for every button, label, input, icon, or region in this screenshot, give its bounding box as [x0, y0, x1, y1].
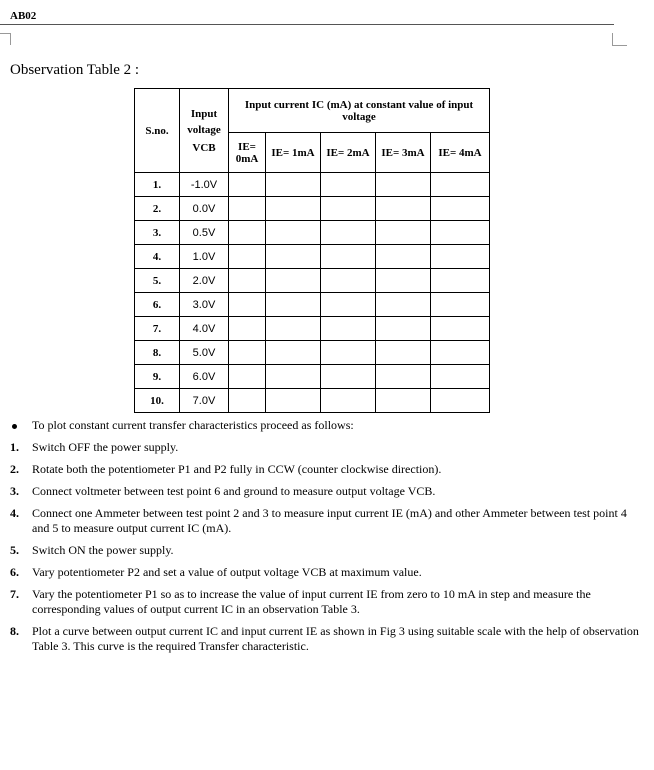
instruction-step	[0, 506, 640, 536]
empty-current-cell[interactable]	[321, 221, 376, 245]
table-row	[135, 173, 490, 197]
empty-current-cell[interactable]	[229, 245, 266, 269]
row-sno: 1.	[135, 173, 180, 197]
empty-current-cell[interactable]	[321, 293, 376, 317]
empty-current-cell[interactable]	[321, 269, 376, 293]
instruction-step	[0, 543, 640, 558]
empty-current-cell[interactable]	[431, 365, 490, 389]
sub-header-ie-2: IE= 2mA	[321, 133, 376, 173]
step-text: Switch ON the power supply.	[32, 543, 174, 557]
document-code: AB02	[10, 10, 37, 22]
empty-current-cell[interactable]	[229, 365, 266, 389]
crop-mark-left-v	[10, 33, 11, 45]
empty-current-cell[interactable]	[266, 173, 321, 197]
empty-current-cell[interactable]	[229, 389, 266, 413]
empty-current-cell[interactable]	[229, 173, 266, 197]
step-number: 8.	[10, 624, 19, 638]
instructions	[0, 418, 640, 661]
instruction-step	[0, 440, 640, 455]
sub-header-ie-3: IE= 3mA	[376, 133, 431, 173]
step-text: Rotate both the potentiometer P1 and P2 fully in CCW (counter clockwise direction).	[32, 462, 442, 476]
row-sno: 4.	[135, 245, 180, 269]
table-row	[135, 365, 490, 389]
empty-current-cell[interactable]	[266, 341, 321, 365]
row-voltage: 5.0V	[180, 341, 229, 365]
table-row	[135, 293, 490, 317]
step-text: Connect voltmeter between test point 6 and ground to measure output voltage VCB.	[32, 484, 436, 498]
empty-current-cell[interactable]	[266, 317, 321, 341]
col-header-voltage-line2: voltage	[187, 123, 221, 136]
instruction-step	[0, 462, 640, 477]
empty-current-cell[interactable]	[376, 341, 431, 365]
empty-current-cell[interactable]	[431, 173, 490, 197]
row-sno: 2.	[135, 197, 180, 221]
empty-current-cell[interactable]	[266, 269, 321, 293]
table-row	[135, 197, 490, 221]
row-voltage: 3.0V	[180, 293, 229, 317]
instruction-step	[0, 484, 640, 499]
page-title: Observation Table 2 :	[10, 62, 140, 78]
row-sno: 6.	[135, 293, 180, 317]
row-voltage: 4.0V	[180, 317, 229, 341]
row-voltage: 7.0V	[180, 389, 229, 413]
table-row	[135, 341, 490, 365]
col-header-voltage-line1: Input	[190, 107, 218, 120]
empty-current-cell[interactable]	[376, 269, 431, 293]
empty-current-cell[interactable]	[229, 317, 266, 341]
instruction-step	[0, 565, 640, 580]
empty-current-cell[interactable]	[229, 221, 266, 245]
instruction-steps	[0, 440, 640, 654]
empty-current-cell[interactable]	[431, 221, 490, 245]
step-text: Vary the potentiometer P1 so as to increase the value of input current IE from zero to 10 mA in step and measure the corresponding values of output current IC in an observation Table 3.	[32, 587, 591, 616]
table-row	[135, 269, 490, 293]
table-row	[135, 317, 490, 341]
row-sno: 10.	[135, 389, 180, 413]
row-voltage: 0.0V	[180, 197, 229, 221]
sub-header-ie-1: IE= 1mA	[266, 133, 321, 173]
crop-mark-left-h	[0, 33, 10, 34]
empty-current-cell[interactable]	[376, 365, 431, 389]
empty-current-cell[interactable]	[229, 197, 266, 221]
empty-current-cell[interactable]	[431, 197, 490, 221]
empty-current-cell[interactable]	[431, 317, 490, 341]
empty-current-cell[interactable]	[376, 197, 431, 221]
empty-current-cell[interactable]	[266, 221, 321, 245]
empty-current-cell[interactable]	[376, 389, 431, 413]
empty-current-cell[interactable]	[376, 173, 431, 197]
empty-current-cell[interactable]	[321, 173, 376, 197]
empty-current-cell[interactable]	[321, 365, 376, 389]
step-number: 7.	[10, 587, 19, 601]
table-row	[135, 221, 490, 245]
empty-current-cell[interactable]	[376, 293, 431, 317]
crop-mark-right-v	[612, 33, 613, 45]
empty-current-cell[interactable]	[229, 269, 266, 293]
empty-current-cell[interactable]	[321, 389, 376, 413]
row-sno: 5.	[135, 269, 180, 293]
step-number: 5.	[10, 543, 19, 557]
empty-current-cell[interactable]	[266, 293, 321, 317]
step-number: 2.	[10, 462, 19, 476]
empty-current-cell[interactable]	[321, 245, 376, 269]
empty-current-cell[interactable]	[431, 269, 490, 293]
empty-current-cell[interactable]	[229, 293, 266, 317]
step-number: 4.	[10, 506, 19, 520]
table-row	[135, 389, 490, 413]
instructions-intro: To plot constant current transfer characteristics proceed as follows:	[0, 418, 640, 433]
empty-current-cell[interactable]	[321, 197, 376, 221]
row-voltage: -1.0V	[180, 173, 229, 197]
col-header-voltage	[180, 89, 229, 173]
row-voltage: 0.5V	[180, 221, 229, 245]
empty-current-cell[interactable]	[321, 341, 376, 365]
step-number: 3.	[10, 484, 19, 498]
empty-current-cell[interactable]	[376, 221, 431, 245]
sub-header-ie-0: IE= 0mA	[229, 133, 266, 173]
step-number: 1.	[10, 440, 19, 454]
col-header-sno: S.no.	[135, 89, 180, 173]
empty-current-cell[interactable]	[431, 293, 490, 317]
empty-current-cell[interactable]	[266, 197, 321, 221]
step-text: Connect one Ammeter between test point 2 and 3 to measure input current IE (mA) and other Ammeter between test point 4 and 5 to measure output current IC (mA).	[32, 506, 627, 535]
group-header-input-current: Input current IC (mA) at constant value of input voltage	[229, 89, 490, 133]
empty-current-cell[interactable]	[266, 245, 321, 269]
header-rule	[0, 24, 614, 25]
col-header-voltage-symbol: VCB	[192, 141, 216, 154]
row-sno: 8.	[135, 341, 180, 365]
row-voltage: 6.0V	[180, 365, 229, 389]
empty-current-cell[interactable]	[266, 389, 321, 413]
observation-table	[134, 88, 490, 413]
empty-current-cell[interactable]	[321, 317, 376, 341]
empty-current-cell[interactable]	[229, 341, 266, 365]
row-sno: 3.	[135, 221, 180, 245]
row-sno: 9.	[135, 365, 180, 389]
row-sno: 7.	[135, 317, 180, 341]
empty-current-cell[interactable]	[266, 365, 321, 389]
instruction-step	[0, 587, 640, 617]
instruction-step	[0, 624, 640, 654]
row-voltage: 1.0V	[180, 245, 229, 269]
table-body	[135, 173, 490, 413]
empty-current-cell[interactable]	[376, 245, 431, 269]
step-text: Switch OFF the power supply.	[32, 440, 179, 454]
sub-header-ie-4: IE= 4mA	[431, 133, 490, 173]
empty-current-cell[interactable]	[376, 317, 431, 341]
crop-mark-right-h	[612, 45, 627, 46]
empty-current-cell[interactable]	[431, 389, 490, 413]
row-voltage: 2.0V	[180, 269, 229, 293]
step-text: Vary potentiometer P2 and set a value of output voltage VCB at maximum value.	[32, 565, 422, 579]
table-row	[135, 245, 490, 269]
empty-current-cell[interactable]	[431, 245, 490, 269]
step-text: Plot a curve between output current IC and input current IE as shown in Fig 3 using suitable scale with the help of observation Table 3. This curve is the required Transfer characteristic.	[32, 624, 639, 653]
step-number: 6.	[10, 565, 19, 579]
empty-current-cell[interactable]	[431, 341, 490, 365]
bullet-icon	[12, 424, 17, 429]
